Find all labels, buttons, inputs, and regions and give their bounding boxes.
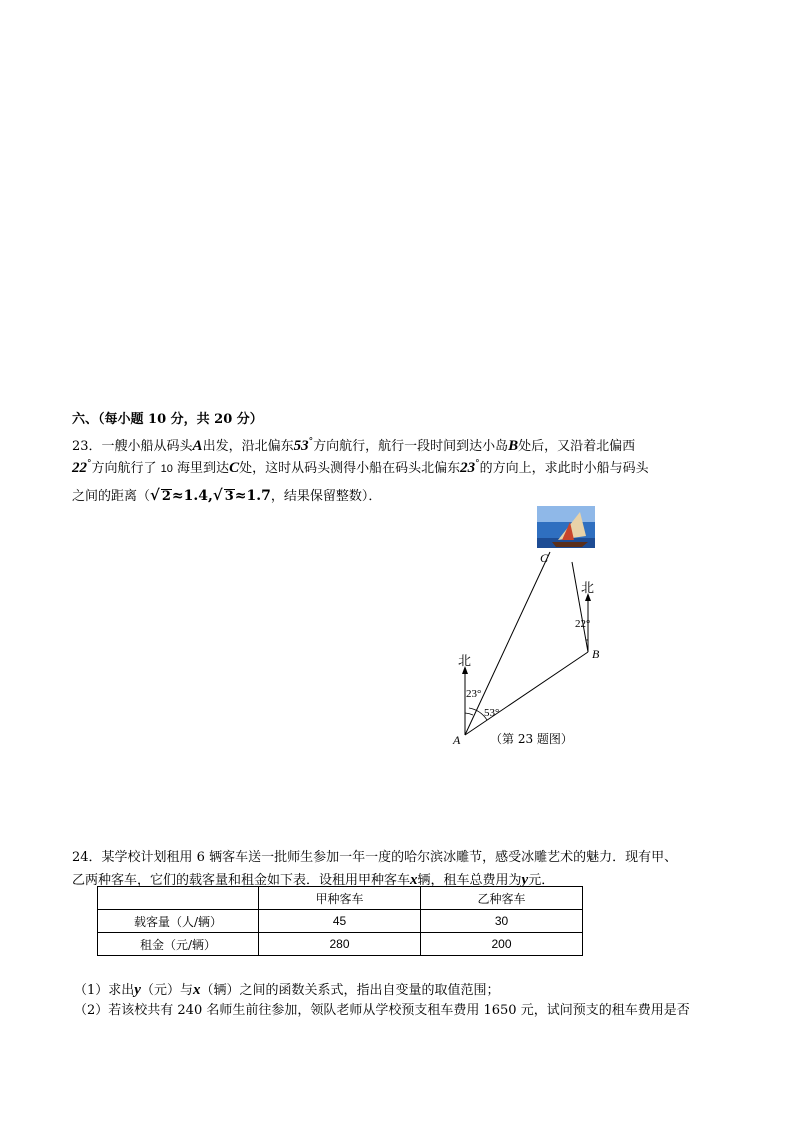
q24-part-1 [74,981,499,1000]
point-b-symbol: B [508,438,519,454]
table-cell: 200 [421,933,583,956]
table-row [98,910,583,933]
north-label-a: 北 [458,654,472,669]
q24-text: （1）求出 [74,983,135,998]
q23-text: ，结果保留整数）． [270,489,382,504]
degree-symbol: ° [87,459,92,469]
figure-caption: （第 23 题图） [490,732,573,746]
vertex-c-label: C [540,551,549,565]
table-header-cell: 甲种客车 [259,887,421,910]
q23-text: 的方向上，求此时小船与码头 [479,461,649,476]
degree-symbol: ° [308,437,314,447]
q23-line-3 [72,486,381,506]
degree-symbol: ° [475,459,480,469]
table-cell: 45 [259,910,421,933]
vertex-a-label: A [453,733,461,747]
q23-text: 出发，沿北偏东 [202,439,294,454]
sqrt-2-radicand: 2 [161,489,171,504]
table-header-cell [98,887,259,910]
q23-text: 之间的距离（ [72,489,151,504]
approx-2: ≈1.7 [234,488,271,504]
q23-line-1 [72,433,635,456]
q24-line-1: 24．某学校计划租用 6 辆客车送一批师生参加一年一度的哈尔滨冰雕节，感受冰雕艺术的魅力．现有甲、 [72,850,678,865]
side-ab [465,652,588,735]
table-cell: 载客量（人/辆） [98,910,259,933]
table-cell: 30 [421,910,583,933]
north-label-b: 北 [581,581,595,596]
angle-53-value: 53 [293,438,309,454]
angle-22-value: 22 [72,460,87,476]
q23-text: 方向航行，航行一段时间到达小岛 [313,439,509,454]
distance-value: 10 [160,463,173,475]
q23-text: 处，这时从码头测得小船在码头北偏东 [239,461,461,476]
side-bc [572,562,591,652]
section-heading: 六、（每小题 10 分，共 20 分） [72,412,263,427]
angle-53-label: 53° [484,707,500,719]
bus-table [97,886,583,956]
side-ac [465,552,550,735]
q23-text: 海里到达 [177,461,230,476]
q24-text: （元）与 [140,983,193,998]
angle-22-label: 22° [575,618,591,630]
point-c-symbol: C [229,460,240,476]
q23-figure [440,500,640,756]
q23-text: 23．一艘小船从码头 [72,439,193,454]
sqrt-sign: √ [150,486,160,504]
variable-y: y [134,982,141,998]
table-cell: 280 [259,933,421,956]
table-cell: 租金（元/辆） [98,933,259,956]
sqrt-3-radicand: 3 [224,489,234,504]
table-header-cell: 乙种客车 [421,887,583,910]
variable-y: y [521,872,529,888]
variable-x: x [192,982,201,998]
q24-text: 辆，租车总费用为 [417,873,522,888]
table-header-row [98,887,583,910]
angle-23-value: 23 [460,460,476,476]
sailboat-image [537,506,595,548]
q23-text: 处后，又沿着北偏西 [518,439,636,454]
q24-text: （辆）之间的函数关系式，指出自变量的取值范围； [200,983,500,998]
q24-text: 乙两种客车，它们的载客量和租金如下表．设租用甲种客车 [72,873,411,888]
approx-1: ≈1.4, [171,488,213,504]
q23-text: 方向航行了 [91,461,157,476]
q24-text: 元． [528,873,555,888]
angle-arc-23 [465,713,473,715]
variable-x: x [410,872,418,888]
q24-part-2: （2）若该校共有 240 名师生前往参加，领队老师从学校预支租车费用 1650 元，试问预支的租车费用是否 [74,1003,690,1018]
angle-23-label: 23° [466,688,482,700]
table-row [98,933,583,956]
q23-line-2 [72,455,649,478]
point-a-symbol: A [192,438,203,454]
vertex-b-label: B [592,647,600,661]
sqrt-sign: √ [212,486,223,504]
